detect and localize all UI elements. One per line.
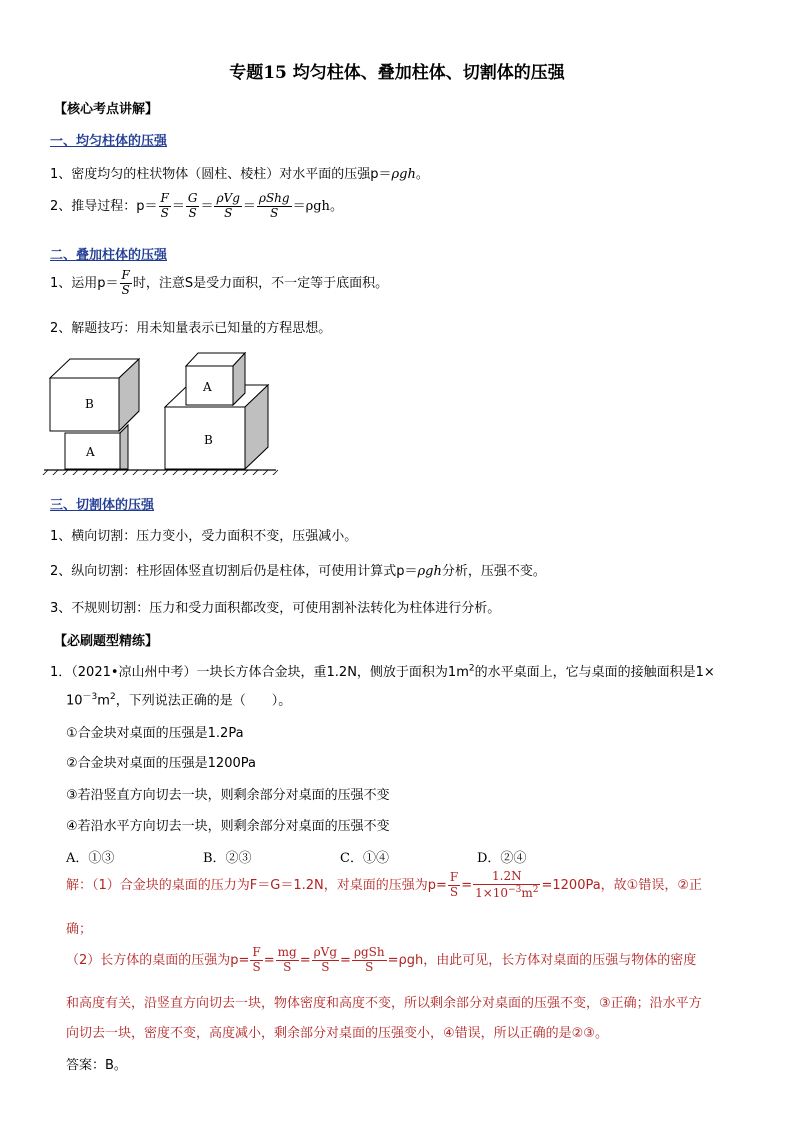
statement-2: ②合金块对桌面的压强是1200Pa (66, 756, 256, 771)
right-top-label: A (203, 380, 212, 394)
solution-part2-line3: 向切去一块，密度不变，高度减小，剩余部分对桌面的压强变小，④错误，所以正确的是②③。 (66, 1026, 608, 1041)
section1-line1: 1、密度均匀的柱状物体（圆柱、棱柱）对水平面的压强p＝ρgh。 (50, 167, 429, 182)
fraction: $\frac{F}{S}$ (449, 870, 459, 899)
option-a: A．①③ (66, 851, 115, 866)
left-bottom-label: A (86, 445, 95, 459)
statement-3: ③若沿竖直方向切去一块，则剩余部分对桌面的压强不变 (66, 788, 390, 803)
section3-line3: 3、不规则切割：压力和受力面积都改变，可使用割补法转化为柱体进行分析。 (50, 601, 501, 616)
option-b: B．②③ (203, 851, 252, 866)
section3-heading: 三、切割体的压强 (50, 498, 155, 513)
section2-line1: 1、运用p＝ $\frac{F}{S}$ 时，注意S是受力面积，不一定等于底面积。 (50, 268, 389, 297)
fraction: $\frac{1.2N}{1\times 10^{-3}m^2}$ (475, 869, 539, 900)
fraction: $\frac{F}{S}$ (121, 268, 130, 297)
fraction: $\frac{F}{S}$ (160, 191, 169, 220)
answer: 答案：B。 (66, 1058, 127, 1073)
solution-part1-line2: 确； (66, 922, 93, 937)
section1-heading: 一、均匀柱体的压强 (50, 134, 168, 149)
section3-line1: 1、横向切割：压力变小，受力面积不变，压强减小。 (50, 529, 358, 544)
practice-header: 【必刷题型精练】 (54, 634, 159, 649)
section2-heading: 二、叠加柱体的压强 (50, 248, 168, 263)
solution-part2-line1: （2）长方体的桌面的压强为p= $\frac{F}{S}$ = $\frac{mg}{S}$ = $\frac{\text{ρVg}}{S}$ = $\frac{\text{ρgSh}}{S}$ =ρgh，由此可见，长方体对桌面的压强与物体的密度 (66, 945, 697, 974)
option-c: C．①④ (340, 851, 389, 866)
fraction: $\frac{\text{ρVg}}{S}$ (313, 945, 338, 974)
statement-1: ①合金块对桌面的压强是1.2Pa (66, 726, 244, 741)
question1-stem-line2: $10^{-3}m^2$，下列说法正确的是（ ）。 (66, 692, 292, 709)
solution-part1-line1: 解：（1）合金块的桌面的压力为F＝G＝1.2N，对桌面的压强为p= $\frac{F}{S}$ = $\frac{1.2N}{1\times 10^{-3}m^2}$ =1200Pa，故①错误，②正 (66, 869, 702, 900)
section1-line2: 2、推导过程：p＝ $\frac{F}{S}$ ＝ $\frac{G}{S}$ ＝ $\frac{\text{ρVg}}{S}$ ＝ $\frac{\text{ρShg}}{S}$ ＝ρgh。 (50, 191, 343, 220)
fraction: $\frac{\text{ρgSh}}{S}$ (353, 945, 385, 974)
option-d: D．②④ (477, 851, 527, 866)
fraction: $\frac{F}{S}$ (252, 945, 261, 974)
core-points-header: 【核心考点讲解】 (54, 102, 159, 117)
fraction: $\frac{\text{ρVg}}{S}$ (216, 191, 240, 220)
fraction: $\frac{G}{S}$ (187, 191, 198, 220)
stacked-blocks-figure (40, 345, 280, 475)
question1-stem-line1: 1．（2021•凉山州中考）一块长方体合金块，重1.2N，侧放于面积为$1m^2$的水平桌面上，它与桌面的接触面积是1× (50, 663, 715, 680)
left-top-label: B (85, 397, 94, 411)
fraction: $\frac{\text{ρShg}}{S}$ (258, 191, 290, 220)
page-title: 专题15 均匀柱体、叠加柱体、切割体的压强 (229, 63, 565, 83)
solution-part2-line2: 和高度有关，沿竖直方向切去一块，物体密度和高度不变，所以剩余部分对桌面的压强不变，③正确；沿水平方 (66, 996, 702, 1011)
section2-line2: 2、解题技巧：用未知量表示已知量的方程思想。 (50, 321, 332, 336)
statement-4: ④若沿水平方向切去一块，则剩余部分对桌面的压强不变 (66, 819, 390, 834)
section3-line2: 2、纵向切割：柱形固体竖直切割后仍是柱体，可使用计算式p＝ρgh分析，压强不变。 (50, 564, 546, 579)
fraction: $\frac{mg}{S}$ (277, 945, 297, 974)
right-bottom-label: B (204, 433, 213, 447)
